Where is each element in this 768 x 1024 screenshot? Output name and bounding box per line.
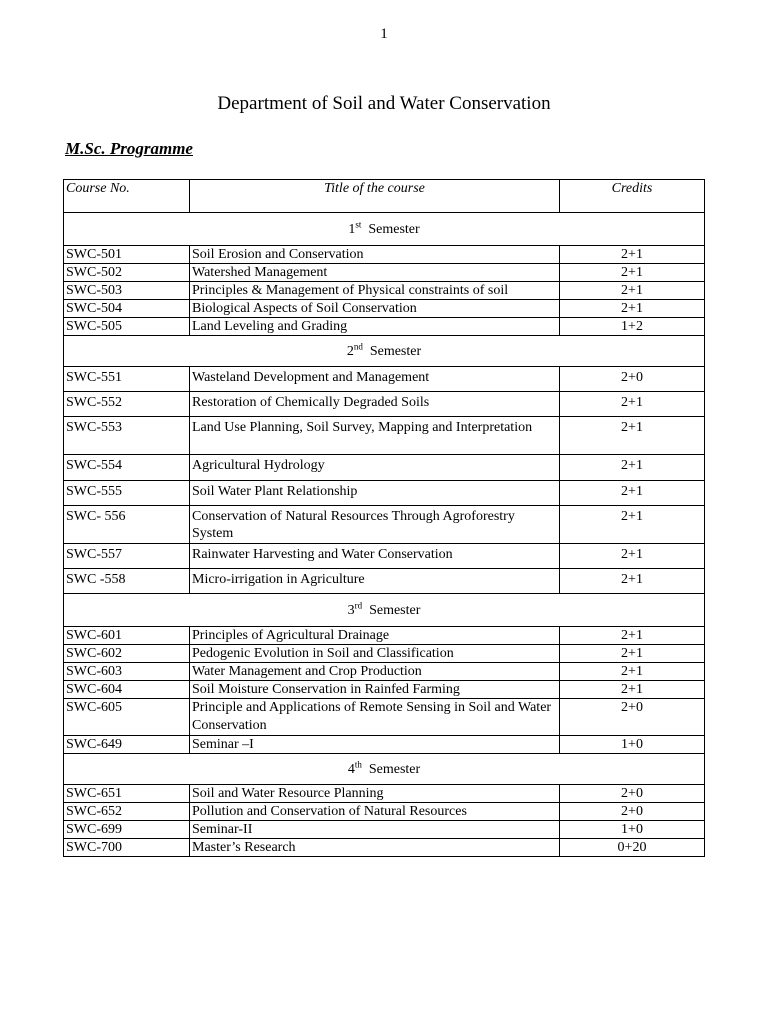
course-title: Land Leveling and Grading [190,318,560,336]
table-row [64,392,705,417]
course-no: SWC-652 [64,803,190,821]
course-credits: 2+1 [560,681,705,699]
course-no: SWC -558 [64,569,190,594]
course-no: SWC-601 [64,627,190,645]
semester-row [64,754,705,785]
course-no: SWC-501 [64,246,190,264]
course-credits: 2+1 [560,455,705,481]
semester-row [64,336,705,367]
course-no: SWC-602 [64,645,190,663]
course-credits: 2+0 [560,803,705,821]
semester-heading [64,754,705,785]
course-credits: 1+0 [560,736,705,754]
table-row [64,663,705,681]
course-title: Rainwater Harvesting and Water Conservation [190,544,560,569]
course-no: SWC-605 [64,699,190,736]
semester-number: 4 [347,761,355,777]
course-credits: 2+1 [560,506,705,544]
course-title: Seminar –I [190,736,560,754]
course-title: Principles & Management of Physical constraints of soil [190,282,560,300]
course-title: Water Management and Crop Production [190,663,560,681]
semester-ordinal: rd [354,599,363,610]
course-no: SWC-603 [64,663,190,681]
course-title: Principles of Agricultural Drainage [190,627,560,645]
table-row [64,318,705,336]
course-credits: 2+1 [560,246,705,264]
course-title: Agricultural Hydrology [190,455,560,481]
course-no: SWC- 556 [64,506,190,544]
course-title: Biological Aspects of Soil Conservation [190,300,560,318]
semester-number: 3 [347,602,355,618]
course-credits: 2+0 [560,785,705,803]
semester-number: 2 [346,343,354,359]
course-no: SWC-699 [64,821,190,839]
table-row [64,300,705,318]
course-no: SWC-557 [64,544,190,569]
course-credits: 0+20 [560,839,705,857]
course-no: SWC-552 [64,392,190,417]
semester-ordinal: th [354,758,362,769]
table-row [64,569,705,594]
programme-heading: M.Sc. Programme [65,139,193,158]
course-no: SWC-502 [64,264,190,282]
table-row [64,544,705,569]
course-credits: 2+1 [560,392,705,417]
course-table [63,179,705,857]
course-no: SWC-554 [64,455,190,481]
semester-label: Semester [369,343,422,359]
department-title: Department of Soil and Water Conservation [217,93,551,114]
table-row [64,246,705,264]
table-row [64,645,705,663]
course-credits: 2+1 [560,627,705,645]
course-credits: 2+1 [560,417,705,455]
table-row [64,839,705,857]
course-title: Micro-irrigation in Agriculture [190,569,560,594]
table-row [64,681,705,699]
table-header-row [64,180,705,213]
table-row [64,417,705,455]
course-title: Pedogenic Evolution in Soil and Classification [190,645,560,663]
course-credits: 2+1 [560,663,705,681]
semester-ordinal: nd [353,340,363,351]
page-number: 1 [380,26,388,42]
semester-ordinal: st [355,218,362,229]
course-title: Seminar-II [190,821,560,839]
semester-label: Semester [369,602,421,618]
course-no: SWC-503 [64,282,190,300]
course-no: SWC-504 [64,300,190,318]
header-credits: Credits [560,180,705,213]
course-no: SWC-553 [64,417,190,455]
table-row [64,481,705,506]
course-title: Conservation of Natural Resources Through Agroforestry System [190,506,560,544]
semester-heading [64,336,705,367]
semester-row [64,594,705,627]
course-no: SWC-700 [64,839,190,857]
course-no: SWC-551 [64,367,190,392]
course-credits: 2+1 [560,282,705,300]
course-title: Wasteland Development and Management [190,367,560,392]
semester-label: Semester [368,761,421,777]
table-row [64,736,705,754]
course-credits: 2+1 [560,645,705,663]
semester-heading [64,594,705,627]
table-row [64,367,705,392]
course-title: Soil Moisture Conservation in Rainfed Farming [190,681,560,699]
course-no: SWC-555 [64,481,190,506]
semester-label: Semester [368,221,420,237]
table-row [64,785,705,803]
course-no: SWC-651 [64,785,190,803]
header-course-no: Course No. [64,180,190,213]
table-row [64,455,705,481]
table-row [64,627,705,645]
course-credits: 2+0 [560,367,705,392]
course-title: Master’s Research [190,839,560,857]
course-no: SWC-604 [64,681,190,699]
course-credits: 2+1 [560,300,705,318]
table-row [64,699,705,736]
header-course-title: Title of the course [190,180,560,213]
course-credits: 2+1 [560,264,705,282]
semester-row [64,213,705,246]
table-row [64,803,705,821]
course-title: Soil Erosion and Conservation [190,246,560,264]
table-row [64,264,705,282]
semester-number: 1 [348,221,356,237]
course-title: Restoration of Chemically Degraded Soils [190,392,560,417]
course-title: Soil and Water Resource Planning [190,785,560,803]
course-title: Land Use Planning, Soil Survey, Mapping and Interpretation [190,417,560,455]
course-credits: 2+1 [560,544,705,569]
course-credits: 2+1 [560,569,705,594]
table-row [64,506,705,544]
course-credits: 2+1 [560,481,705,506]
course-title: Soil Water Plant Relationship [190,481,560,506]
table-row [64,282,705,300]
course-credits: 1+2 [560,318,705,336]
course-title: Principle and Applications of Remote Sensing in Soil and Water Conservation [190,699,560,736]
semester-heading [64,213,705,246]
course-credits: 2+0 [560,699,705,736]
course-no: SWC-649 [64,736,190,754]
course-title: Watershed Management [190,264,560,282]
course-no: SWC-505 [64,318,190,336]
course-title: Pollution and Conservation of Natural Resources [190,803,560,821]
course-credits: 1+0 [560,821,705,839]
table-row [64,821,705,839]
